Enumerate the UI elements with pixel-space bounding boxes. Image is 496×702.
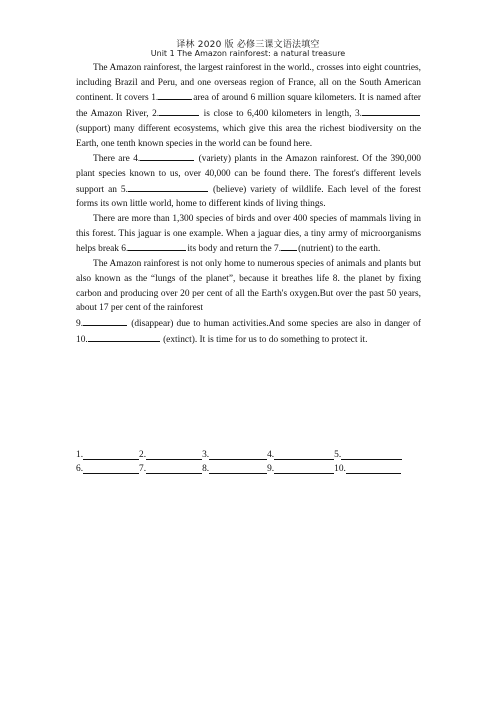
answer-item — [76, 464, 139, 474]
paragraph-4 — [76, 257, 421, 316]
answer-item — [334, 464, 401, 474]
paragraph-2-text-b: (variety) plants in the Amazon rainforest. Of the 390,000 plant species known to us, over 40,000 can be found there. The forest's different levels support an 5. — [76, 154, 421, 195]
paragraph-5-text-c: (extinct). It is time for us to do something to protect it. — [160, 334, 368, 345]
answer-sheet — [76, 447, 422, 475]
answer-number: 6. — [76, 464, 84, 474]
paragraph-1-text-d: (support) many different ecosystems, which give this area the richest biodiversity on the Earth, one tenth known species in the world can be found here. — [76, 123, 421, 149]
answer-item — [267, 450, 334, 460]
answer-item — [267, 464, 334, 474]
paragraph-3-text-c: (nutrient) to the earth. — [298, 244, 381, 255]
answer-line[interactable] — [274, 450, 334, 460]
blank-4[interactable] — [140, 151, 194, 161]
paragraph-2-text-a: There are 4. — [93, 154, 141, 165]
blank-9[interactable] — [83, 316, 127, 326]
paragraph-5-text-a: 9. — [76, 318, 84, 329]
answer-item — [202, 450, 267, 460]
paragraph-1-text-b: area of around 6 million square kilometers. It is named after the Amazon River, 2. — [76, 93, 421, 120]
answer-number: 9. — [267, 464, 275, 474]
paragraph-5-text-b: (disappear) due to human activities.And some species are also in danger of 10. — [76, 318, 421, 345]
answer-line[interactable] — [274, 464, 334, 474]
answer-number: 1. — [76, 450, 84, 460]
answer-row-1 — [76, 447, 422, 460]
paragraph-3-text-a: There are more than 1,300 species of birds and over 400 species of mammals living in this forest. This jaguar is one example. When a jaguar dies, a tiny army of microorganisms helps break 6. — [76, 214, 421, 255]
answer-item — [139, 450, 202, 460]
blank-1[interactable] — [158, 90, 192, 100]
answer-number: 7. — [139, 464, 147, 474]
paragraph-5 — [76, 316, 421, 347]
paragraph-2 — [76, 151, 421, 212]
answer-item — [334, 450, 402, 460]
answer-item — [139, 464, 202, 474]
paragraph-3-text-b: its body and return the 7. — [187, 244, 282, 255]
answer-line[interactable] — [146, 464, 202, 474]
answer-row-2 — [76, 461, 422, 474]
answer-line[interactable] — [341, 450, 402, 460]
answer-number: 10. — [334, 464, 346, 474]
passage — [76, 61, 421, 347]
blank-6[interactable] — [128, 241, 186, 251]
paragraph-1-text-c: is close to 6,400 kilometers in length, 3. — [200, 109, 363, 120]
answer-number: 5. — [334, 450, 342, 460]
blank-5[interactable] — [128, 182, 208, 192]
answer-line[interactable] — [209, 450, 267, 460]
paragraph-1 — [76, 61, 421, 151]
answer-line[interactable] — [346, 464, 401, 474]
paragraph-3 — [76, 212, 421, 257]
paragraph-2-text-c: (believe) variety of wildlife. Each level of the forest forms its own little world, home to different kinds of living things. — [76, 184, 421, 210]
answer-number: 8. — [202, 464, 210, 474]
answer-number: 3. — [202, 450, 210, 460]
paragraph-4-text: The Amazon rainforest is not only home to numerous species of animals and plants but also known as the “lungs of the planet”, because it breathes life 8. the planet by fixing carbon and producing over 20 per cent of all the Earth's oxygen.But over the past 50 years, about 17 per cent of the rainforest — [76, 259, 421, 314]
answer-number: 2. — [139, 450, 147, 460]
answer-line[interactable] — [209, 464, 267, 474]
answer-item — [202, 464, 267, 474]
paragraph-1-text-a: The Amazon rainforest, the largest rainforest in the world., crosses into eight countries, including Brazil and Peru, and one overseas region of France, all on the South American continent. It covers 1. — [76, 63, 421, 104]
answer-line[interactable] — [146, 450, 202, 460]
blank-3[interactable] — [362, 106, 420, 116]
answer-line[interactable] — [83, 450, 139, 460]
blank-7[interactable] — [281, 241, 297, 251]
unit-subtitle: Unit 1 The Amazon rainforest: a natural treasure — [150, 49, 346, 58]
blank-10[interactable] — [88, 332, 160, 342]
blank-2[interactable] — [159, 106, 199, 116]
answer-number: 4. — [267, 450, 275, 460]
document-title: 译林 2020 版 必修三课文语法填空 — [176, 40, 320, 50]
answer-line[interactable] — [83, 464, 139, 474]
answer-item — [76, 450, 139, 460]
